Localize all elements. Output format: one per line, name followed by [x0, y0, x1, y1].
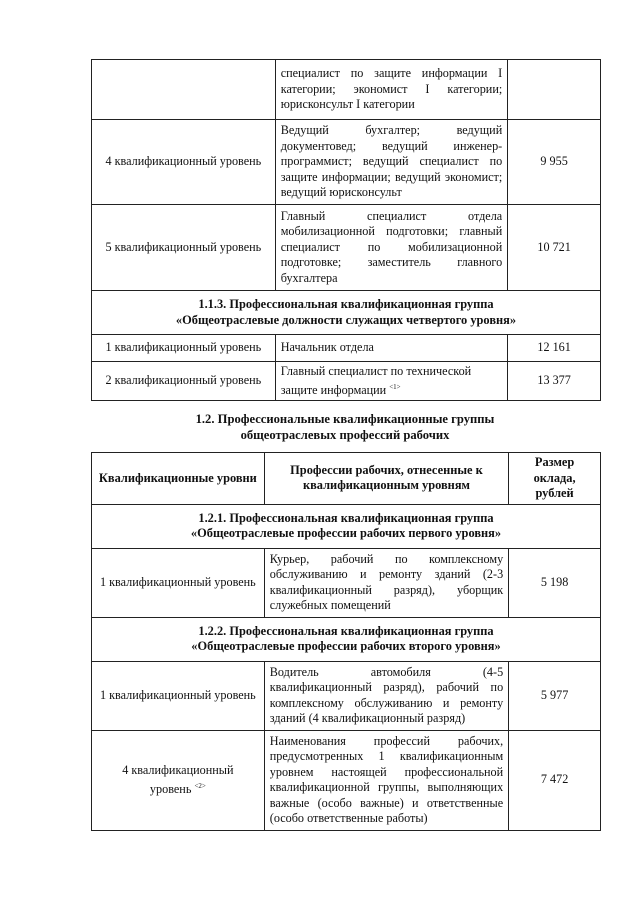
level-cell: 5 квалификационный уровень — [92, 205, 276, 291]
group-heading — [92, 504, 601, 548]
group-heading-line: 1.2.1. Профессиональная квалификационная группа — [198, 510, 494, 525]
table-row — [92, 335, 601, 362]
level-cell — [92, 730, 265, 830]
table-worker-professions — [91, 452, 601, 831]
table-row — [92, 548, 601, 617]
salary-cell: 5 198 — [509, 548, 601, 617]
profession-text: ведущий юрисконсульт — [280, 185, 402, 200]
profession-cell: Водитель автомобиля (4-5 квалификационный разряд), рабочий по комплексному обслуживанию и ремонту зданий (4 квалификационный разряд) — [264, 661, 508, 730]
profession-text: юрисконсульт I категории — [280, 97, 415, 112]
profession-text: ведущий документовед; — [280, 123, 503, 153]
salary-cell: 5 977 — [509, 661, 601, 730]
level-cell: 4 квалификационный уровень — [92, 120, 276, 205]
level-cell: 1 квалификационный уровень — [92, 335, 276, 362]
profession-text: экономист I категории; — [353, 81, 503, 96]
profession-cell — [275, 205, 508, 291]
profession-cell: Наименования профессий рабочих, предусмотренных 1 квалификационным уровнем настоящей профессиональной квалификационной группы, выполняющих важные (особо важные) и ответственные (особо ответственные работы) — [264, 730, 508, 830]
group-heading — [92, 291, 601, 335]
profession-text: главный специалист по мобилизационной подготовке; — [280, 224, 503, 270]
level-cell — [92, 60, 276, 120]
column-header-salary: Размер оклада, рублей — [509, 453, 601, 505]
profession-text: Главный специалист отдела мобилизационной подготовки; — [280, 208, 503, 239]
section-heading-line: общеотраслевых профессий рабочих — [240, 428, 450, 442]
column-header-professions: Профессии рабочих, отнесенные к квалификационным уровням — [264, 453, 508, 505]
table-header-row — [92, 453, 601, 505]
group-heading-line: 1.1.3. Профессиональная квалификационная группа — [198, 297, 494, 311]
salary-cell: 10 721 — [508, 205, 601, 291]
section-heading — [90, 411, 600, 443]
profession-text: ведущий специалист по защите информации; — [280, 154, 503, 184]
profession-cell — [275, 120, 508, 205]
table-row — [92, 205, 601, 291]
table-row — [92, 661, 601, 730]
salary-cell: 7 472 — [509, 730, 601, 830]
profession-text: заместитель главного бухгалтера — [280, 255, 503, 285]
profession-text: Ведущий бухгалтер; — [280, 123, 421, 138]
group-heading-row — [92, 504, 601, 548]
table-row — [92, 730, 601, 830]
level-text: уровень — [149, 781, 192, 796]
profession-text: Главный специалист по технической защите информации — [280, 364, 472, 397]
table-row — [92, 362, 601, 401]
group-heading-line: «Общеотраслевые должности служащих четвертого уровня» — [175, 312, 517, 327]
profession-text: ведущий инженер-программист; — [280, 138, 503, 169]
level-cell: 1 квалификационный уровень — [92, 661, 265, 730]
profession-text: специалист по защите информации I категории; — [280, 66, 503, 96]
table-row — [92, 60, 601, 120]
salary-cell — [508, 60, 601, 120]
table-row — [92, 120, 601, 205]
level-cell: 2 квалификационный уровень — [92, 362, 276, 401]
group-heading-line: 1.2.2. Профессиональная квалификационная группа — [198, 623, 494, 638]
group-heading — [92, 617, 601, 661]
level-cell: 1 квалификационный уровень — [92, 548, 265, 617]
profession-cell — [275, 362, 508, 401]
group-heading-line: «Общеотраслевые профессии рабочих первого уровня» — [190, 526, 502, 540]
profession-cell — [275, 60, 508, 120]
group-heading-row — [92, 617, 601, 661]
table-continuation — [91, 59, 601, 401]
profession-text: ведущий экономист; — [394, 169, 503, 184]
footnote-marker: <1> — [389, 382, 401, 391]
column-header-levels: Квалификационные уровни — [92, 453, 265, 505]
group-heading-line: «Общеотраслевые профессии рабочих второго уровня» — [191, 639, 501, 653]
profession-cell: Начальник отдела — [275, 335, 508, 362]
salary-cell: 12 161 — [508, 335, 601, 362]
level-text: 4 квалификационный — [122, 763, 234, 777]
profession-cell: Курьер, рабочий по комплексному обслуживанию и ремонту зданий (2-3 квалификационный разряд), уборщик служебных помещений — [264, 548, 508, 617]
salary-cell: 13 377 — [508, 362, 601, 401]
section-heading-line: 1.2. Профессиональные квалификационные группы — [195, 412, 495, 426]
footnote-marker: <2> — [194, 781, 206, 790]
salary-cell: 9 955 — [508, 120, 601, 205]
group-heading-row — [92, 291, 601, 335]
